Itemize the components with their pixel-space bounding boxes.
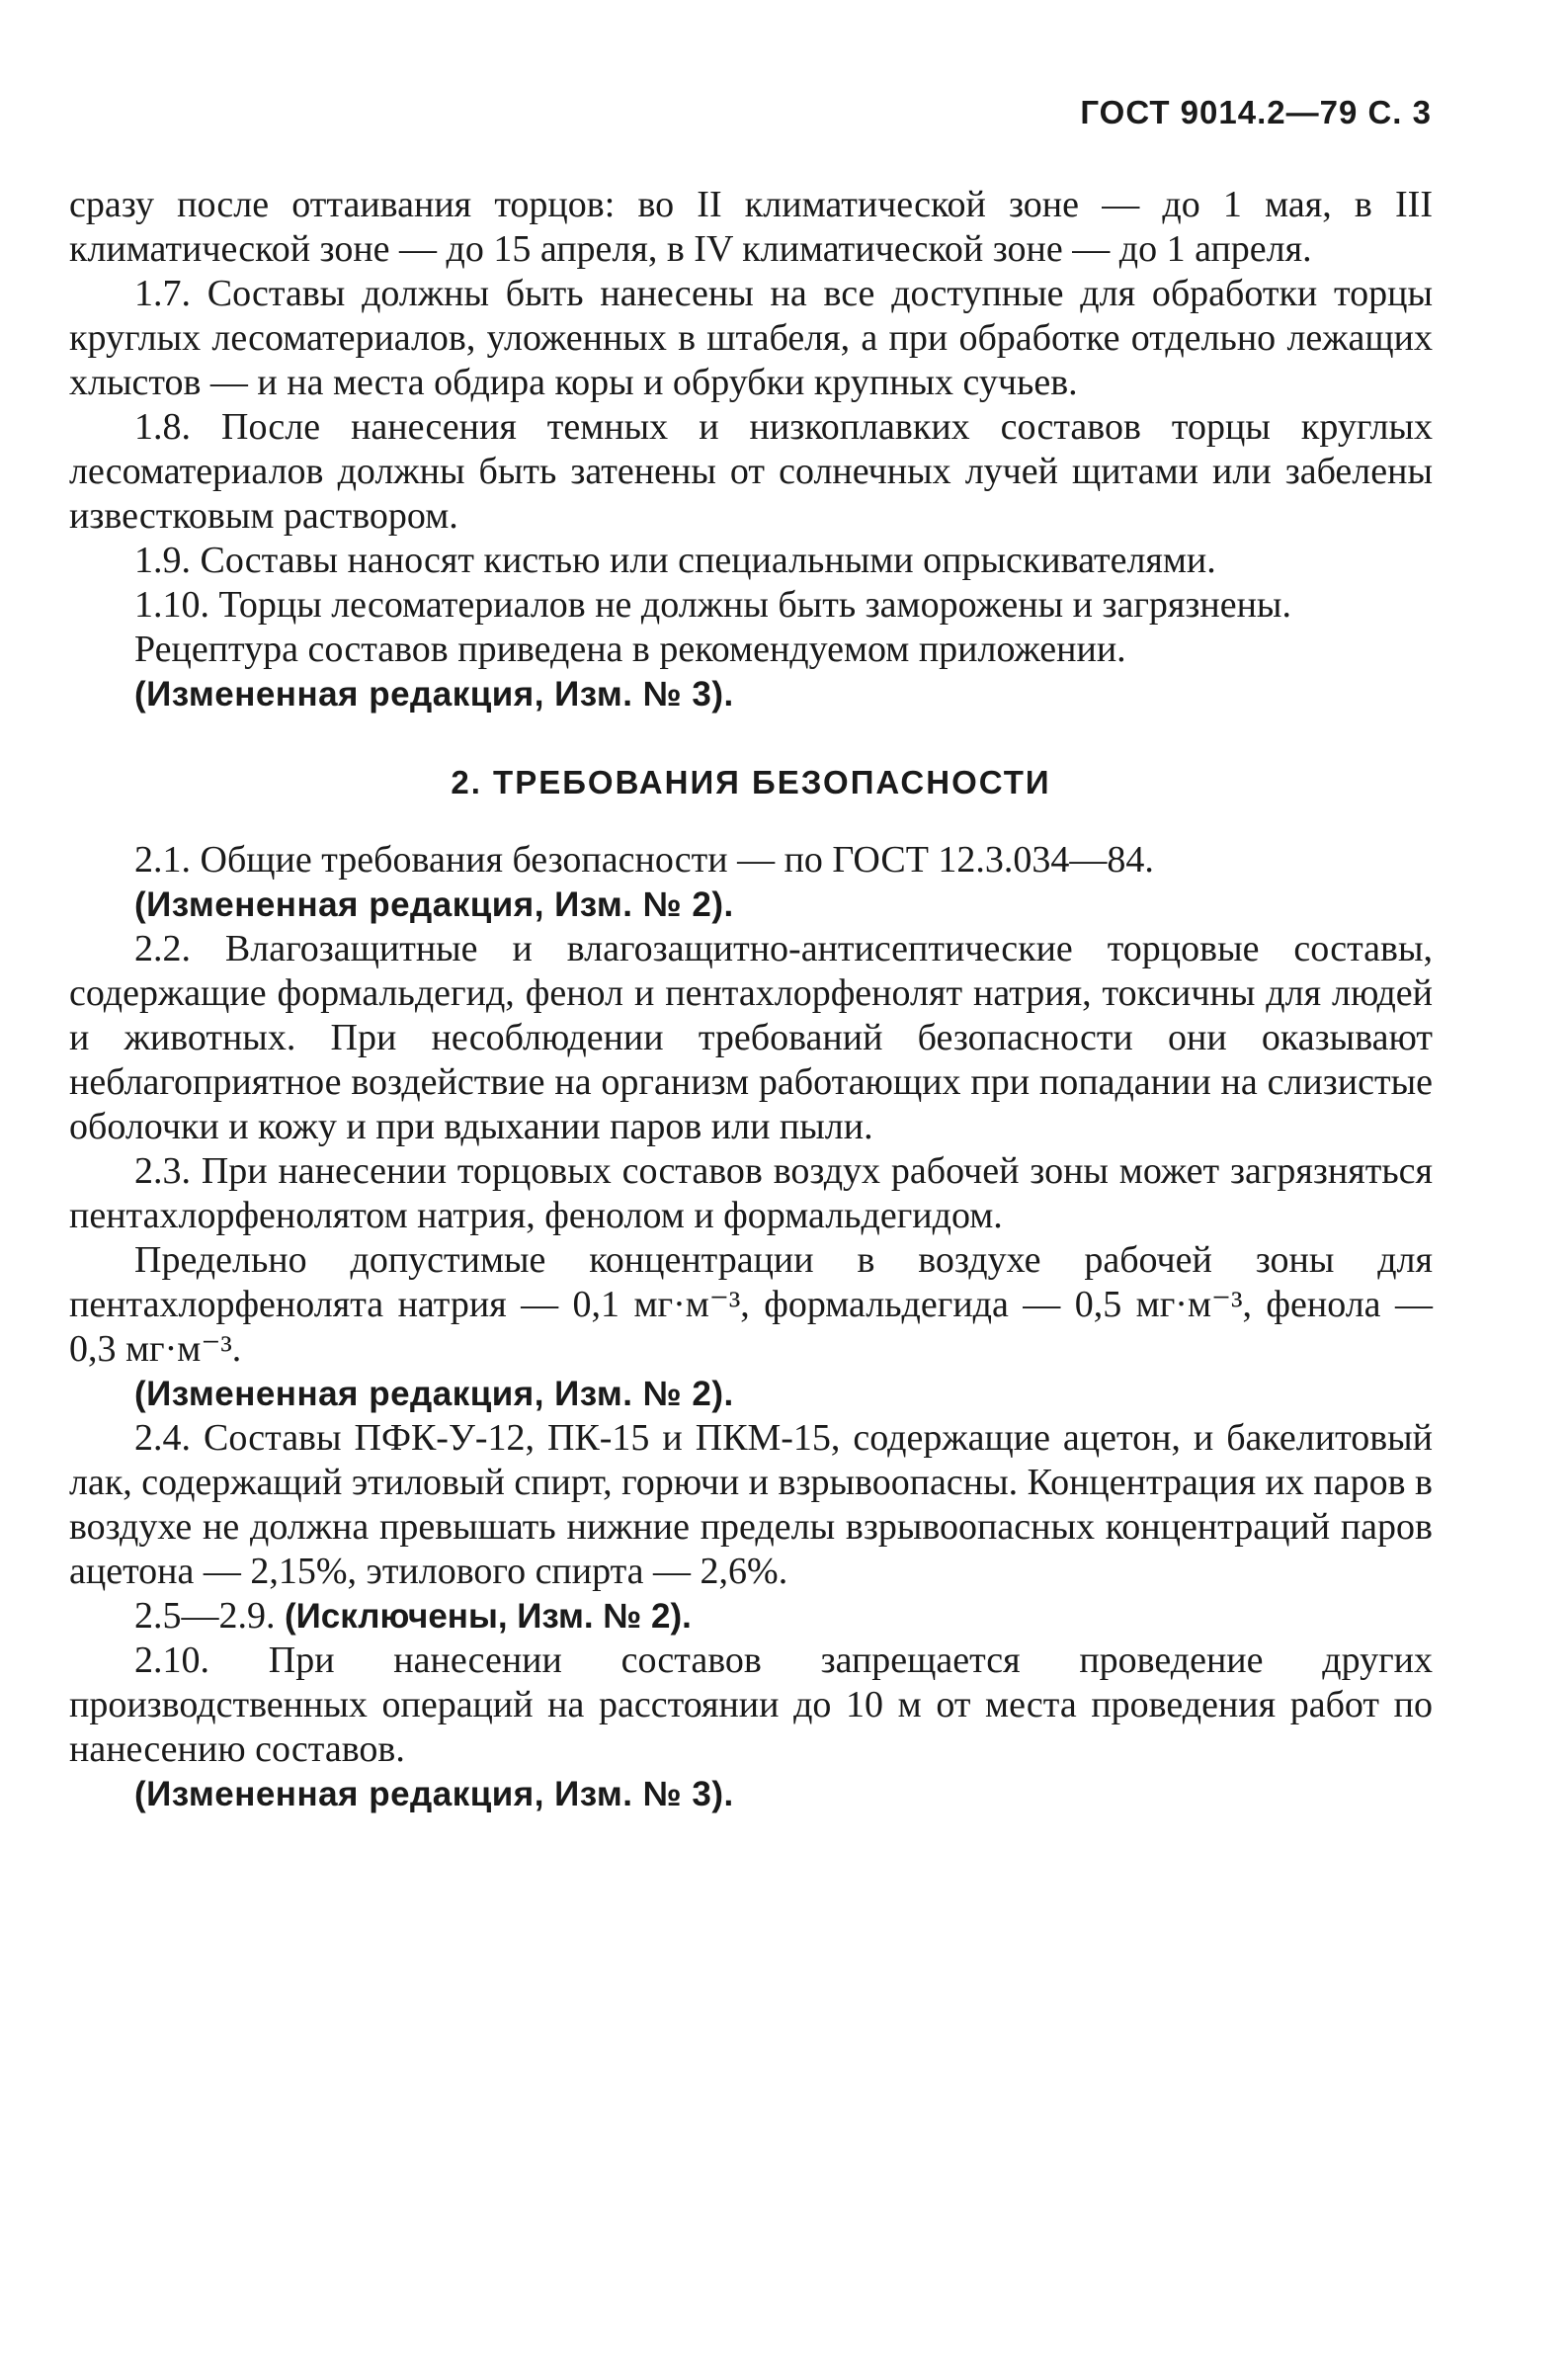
paragraph-2-3: 2.3. При нанесении торцовых составов воздух рабочей зоны может загрязняться пентахлорфенолятом натрия, фенолом и формальдегидом. — [69, 1150, 1433, 1236]
paragraph-2-4: 2.4. Составы ПФК-У-12, ПК-15 и ПКМ-15, содержащие ацетон, и бакелитовый лак, содержащий этиловый спирт, горючи и взрывоопасны. Концентрация их паров в воздухе не должна превышать нижние пределы взрывоопасных концентраций паров ацетона — 2,15%, этилового спирта — 2,6%. — [69, 1417, 1433, 1592]
paragraph-2-1: 2.1. Общие требования безопасности — по ГОСТ 12.3.034—84. — [134, 839, 1154, 881]
paragraph-continuation: сразу после оттаивания торцов: во II климатической зоне — до 1 мая, в III климатической зоне — до 15 апреля, в IV климатической зоне — до 1 апреля. — [69, 184, 1433, 270]
paragraph-1-8: 1.8. После нанесения темных и низкоплавких составов торцы круглых лесоматериалов должны быть затенены от солнечных лучей щитами или забелены известковым раствором. — [69, 406, 1433, 537]
amendment-note-2-10: (Измененная редакция, Изм. № 3). — [134, 1775, 734, 1813]
amendment-note-2-3: (Измененная редакция, Изм. № 2). — [134, 1375, 734, 1413]
amendment-note-1: (Измененная редакция, Изм. № 3). — [134, 675, 734, 714]
amendment-note-2-1: (Измененная редакция, Изм. № 2). — [134, 885, 734, 924]
section-heading-safety: 2. ТРЕБОВАНИЯ БЕЗОПАСНОСТИ — [451, 764, 1051, 800]
body-text — [69, 183, 1433, 1816]
paragraph-2-10: 2.10. При нанесении составов запрещается проведение других производственных операций на расстоянии до 10 м от места проведения работ по нанесению составов. — [69, 1639, 1433, 1770]
paragraph-number: 2.5—2.9. — [134, 1595, 276, 1637]
paragraph-recipe: Рецептура составов приведена в рекомендуемом приложении. — [134, 629, 1126, 670]
paragraph-1-9: 1.9. Составы наносят кистью или специальными опрыскивателями. — [134, 540, 1216, 581]
paragraph-1-7: 1.7. Составы должны быть нанесены на все доступные для обработки торцы круглых лесоматериалов, уложенных в штабеля, а при обработке отдельно лежащих хлыстов — и на места обдира коры и обрубки крупных сучьев. — [69, 273, 1433, 403]
paragraph-2-5-2-9 — [69, 1594, 1433, 1639]
paragraph-2-2: 2.2. Влагозащитные и влагозащитно-антисептические торцовые составы, содержащие формальдегид, фенол и пентахлорфенолят натрия, токсичны для людей и животных. При несоблюдении требований безопасности они оказывают неблагоприятное воздействие на организм работающих при попадании на слизистые оболочки и кожу и при вдыхании паров или пыли. — [69, 928, 1433, 1147]
excluded-note: (Исключены, Изм. № 2). — [285, 1597, 692, 1636]
paragraph-1-10: 1.10. Торцы лесоматериалов не должны быть заморожены и загрязнены. — [134, 584, 1291, 626]
running-header: ГОСТ 9014.2—79 С. 3 — [1080, 94, 1432, 130]
paragraph-2-3-limits: Предельно допустимые концентрации в воздухе рабочей зоны для пентахлорфенолята натрия — 0,1 мг·м⁻³, формальдегида — 0,5 мг·м⁻³, фенола — 0,3 мг·м⁻³. — [69, 1239, 1433, 1370]
